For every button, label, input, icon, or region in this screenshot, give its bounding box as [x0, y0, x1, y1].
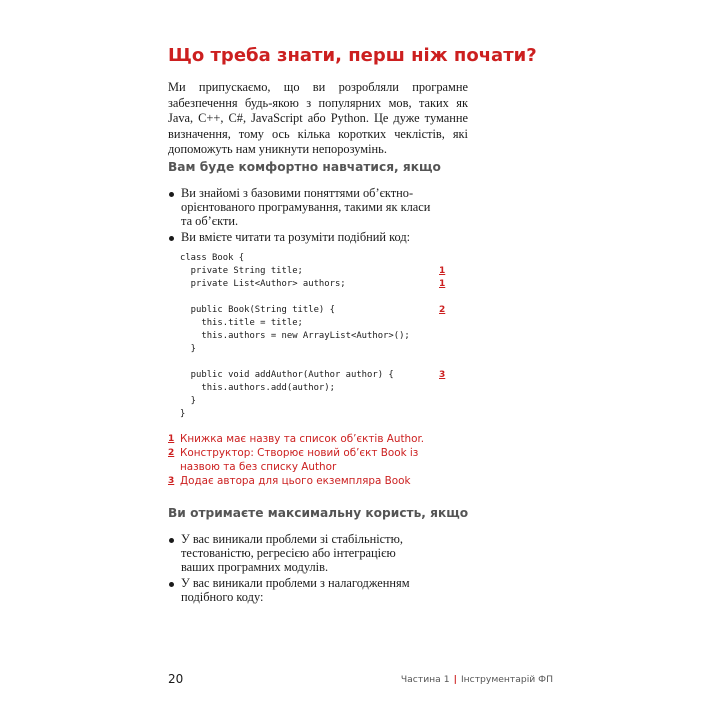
code-line: this.authors = new ArrayList<Author>();	[180, 331, 410, 341]
code-line: }	[180, 344, 197, 354]
list-item-text: У вас виникали проблеми зі стабільністю, тестованістю, регресією або інтеграцією ваших програмних модулів.	[181, 532, 403, 574]
annotation-number: 3	[168, 476, 175, 486]
annotation-text: Конструктор: Створює новий об’єкт Book із назвою та без списку Author	[180, 447, 419, 473]
running-footer	[401, 674, 553, 685]
chapter-label: Інструментарій ФП	[460, 674, 553, 685]
part-label: Частина 1	[400, 674, 450, 685]
section-heading-comfortable: Вам буде комфортно навчатися, якщо	[168, 160, 441, 174]
code-line	[180, 356, 480, 369]
annotation-item	[168, 474, 458, 488]
benefit-list	[168, 532, 430, 604]
code-line: public Book(String title) {	[180, 305, 335, 315]
list-item-text: Ви знайомі з базовими поняттями об’єктно-орієнтованого програмування, такими як класи та об’єкти.	[181, 186, 431, 228]
annotation-number: 2	[168, 448, 175, 458]
code-line: class Book {	[180, 253, 245, 263]
annotation-item	[168, 432, 458, 446]
annotation-text: Книжка має назву та список об’єктів Author.	[180, 433, 425, 445]
annotation-item	[168, 446, 448, 474]
page-number: 20	[168, 672, 184, 686]
intro-paragraph: Ми припускаємо, що ви розробляли програмне забезпечення будь-якою з популярних мов, таких як Java, C++, C#, JavaScript або Python. Це дуже туманне визначення, тому ось кілька коротких чеклістів, які допоможуть нам уникнути непорозумінь.	[168, 80, 468, 156]
code-annotation-marker: 1	[439, 279, 446, 289]
code-annotations	[168, 432, 458, 488]
list-item	[168, 576, 430, 604]
bullet-icon	[169, 582, 174, 587]
section-heading-benefit: Ви отримаєте максимальну користь, якщо	[168, 506, 469, 520]
annotation-number: 1	[168, 434, 175, 444]
prerequisites-list	[168, 186, 433, 244]
code-line: }	[180, 409, 186, 419]
page-footer	[168, 672, 553, 692]
code-listing	[180, 252, 480, 421]
list-item	[168, 532, 430, 574]
separator-bar: |	[453, 674, 457, 685]
code-annotation-marker: 3	[439, 370, 446, 380]
page-title: Що треба знати, перш ніж почати?	[168, 45, 537, 66]
bullet-icon	[169, 236, 174, 241]
list-item	[168, 186, 433, 228]
code-annotation-marker: 1	[439, 266, 446, 276]
bullet-icon	[169, 192, 174, 197]
code-line: this.title = title;	[180, 318, 303, 328]
code-annotation-marker: 2	[439, 305, 446, 315]
code-line: private List<Author> authors;	[180, 279, 346, 289]
code-line: this.authors.add(author);	[180, 383, 335, 393]
bullet-icon	[169, 538, 174, 543]
code-line: private String title;	[180, 266, 303, 276]
list-item-text: Ви вмієте читати та розуміти подібний код:	[181, 230, 411, 244]
code-line: public void addAuthor(Author author) {	[180, 370, 394, 380]
annotation-text: Додає автора для цього екземпляра Book	[180, 475, 411, 487]
list-item	[168, 230, 433, 244]
code-line	[180, 291, 480, 304]
list-item-text: У вас виникали проблеми з налагодженням подібного коду:	[181, 576, 410, 604]
code-line: }	[180, 396, 197, 406]
